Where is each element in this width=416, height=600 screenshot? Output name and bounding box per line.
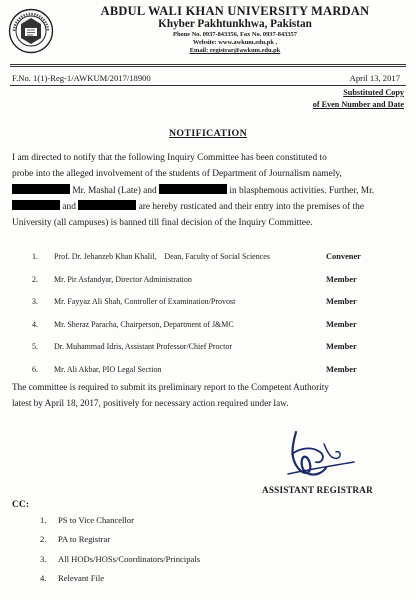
member-name: Mr. Pir Asfandyar, Director Administration (54, 274, 192, 284)
file-number: F.No. 1(1)-Reg-1/AWKUM/2017/18900 (12, 73, 151, 83)
member-role: Member (326, 319, 357, 329)
redaction-bar (12, 184, 70, 194)
document-title: NOTIFICATION (168, 128, 248, 139)
paragraph-line (12, 183, 406, 199)
cc-recipient: All HODs/HOSs/Coordinators/Principals (58, 553, 201, 564)
university-name: ABDUL WALI KHAN UNIVERSITY MARDAN (100, 4, 370, 18)
cc-item (40, 534, 200, 553)
committee-member (32, 252, 406, 275)
paragraph-text: are hereby rusticated and their entry into the premises of the (138, 201, 365, 212)
letter-date: April 13, 2017 (349, 73, 400, 83)
header-rule-top (10, 64, 406, 65)
member-number: 4. (32, 319, 38, 329)
paragraph-line: University (all campuses) is banned till final decision of the Inquiry Committee. (12, 218, 313, 229)
website: Website: www.awkum.edu.pk , (192, 39, 278, 46)
member-name: Mr. Fayyaz Ali Shah, Controller of Examination/Provost (54, 297, 236, 306)
member-number: 3. (32, 297, 38, 306)
committee-member (32, 275, 406, 298)
paragraph-line: I am directed to notify that the following Inquiry Committee has been constituted to (12, 153, 327, 163)
paragraph-line (12, 199, 406, 215)
cc-number: 2. (40, 534, 47, 545)
redaction-bar (78, 200, 136, 210)
copy-line-1: Substituted Copy (343, 88, 404, 97)
member-name: Mr. Ali Akbar, PIO Legal Section (54, 364, 162, 374)
cc-number: 3. (40, 553, 47, 564)
committee-list (32, 252, 406, 387)
member-role: Member (326, 342, 357, 351)
deadline-paragraph (12, 379, 406, 411)
reference-rule (10, 85, 406, 86)
member-name: Prof. Dr. Jehanzeb Khan Khalil, Dean, Faculty of Social Sciences (54, 252, 270, 261)
province-line: Khyber Pakhtunkhwa, Pakistan (158, 18, 312, 30)
notification-paragraph (12, 150, 406, 231)
copy-line-2: of Even Number and Date (312, 100, 404, 109)
paragraph-text: and (62, 201, 76, 212)
member-role: Convener (326, 252, 361, 261)
email-link[interactable]: Email: registrar@awkum.edu.pk (189, 47, 281, 54)
member-number: 6. (32, 364, 38, 374)
cc-number: 4. (40, 572, 47, 583)
university-seal-icon (8, 8, 54, 54)
member-name: Dr. Muhammad Idris, Assistant Professor/Chief Proctor (54, 342, 232, 351)
substituted-copy-note (313, 87, 404, 111)
cc-item (40, 554, 200, 573)
member-role: Member (326, 274, 357, 284)
letterhead (60, 4, 410, 55)
cc-item (40, 515, 200, 534)
cc-recipient: PS to Vice Chancellor (58, 515, 134, 525)
cc-recipient: Relevant File (58, 572, 105, 583)
committee-member (32, 342, 406, 365)
member-number: 2. (32, 274, 38, 284)
member-number: 1. (32, 252, 38, 261)
handwritten-signature-icon (282, 424, 362, 484)
redaction-bar (12, 200, 60, 210)
header-rule-bottom (10, 66, 406, 67)
cc-label: CC: (12, 499, 30, 510)
cc-list (40, 515, 200, 592)
phone-fax: Phone No. 0937-843356, Fax No. 0937-843357 (173, 31, 297, 38)
paragraph-text: Mr. Mashal (Late) and (72, 185, 157, 196)
paragraph-text: in blasphemous activities. Further, Mr. (229, 185, 375, 196)
member-number: 5. (32, 342, 38, 351)
committee-member (32, 320, 406, 343)
member-role: Member (326, 364, 357, 374)
member-name: Mr. Sheraz Paracha, Chairperson, Department of J&MC (54, 319, 234, 329)
signatory-title: ASSISTANT REGISTRAR (262, 485, 373, 495)
committee-member (32, 297, 406, 320)
cc-item (40, 573, 200, 592)
member-role: Member (326, 297, 357, 306)
cc-recipient: PA to Registrar (58, 534, 111, 545)
cc-number: 1. (40, 515, 47, 525)
paragraph-line: The committee is required to submit its preliminary report to the Competent Authority (12, 382, 329, 392)
paragraph-line: probe into the alleged involvement of the students of Department of Journalism namely, (12, 169, 342, 180)
paragraph-line: latest by April 18, 2017, positively for necessary action required under law. (12, 398, 289, 408)
redaction-bar (159, 184, 227, 194)
